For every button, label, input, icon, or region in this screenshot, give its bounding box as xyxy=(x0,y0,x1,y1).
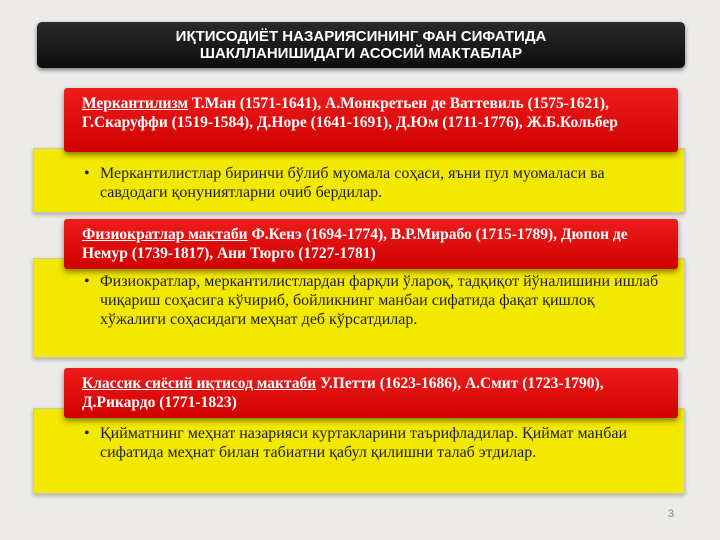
bullet-text: Меркантилистлар биринчи бўлиб муомала соҳаси, яъни пул муомаласи ва савдодаги қонуниятларни очиб бердилар. xyxy=(100,165,605,201)
bullet-text: Физиократлар, меркантилистлардан фарқли ўлароқ, тадқиқот йўналишини ишлаб чиқариш соҳасига кўчириб, бойликнинг манбаи сифатида фақат қишлоқ хўжалиги соҳасидаги меҳнат деб кўрсатдилар. xyxy=(100,273,659,328)
school-name: Физиократлар мактаби xyxy=(82,226,248,243)
school-representatives: Ф.Кенэ (1694-1774), В.Р.Мирабо (1715-1789), Дюпон де Немур (1739-1817), Ани Тюрго (1727-1781) xyxy=(82,226,628,262)
bullet-text: Қийматнинг меҳнат назарияси куртакларини таърифладилар. Қиймат манбаи сифатида меҳнат билан табиатни қабул қилишни талаб этдилар. xyxy=(100,425,627,461)
section-header-physiocrats xyxy=(64,219,678,269)
slide-title-line-1: ИҚТИСОДИЁТ НАЗАРИЯСИНИНГ ФАН СИФАТИДА xyxy=(175,28,547,45)
slide-title-line-2: ШАКЛЛАНИШИДАГИ АСОСИЙ МАКТАБЛАР xyxy=(199,45,523,62)
section-bullet-physiocrats xyxy=(84,272,664,329)
bullet-dot: • xyxy=(84,425,90,442)
page-number: 3 xyxy=(667,508,674,520)
school-representatives: У.Петти (1623-1686), А.Смит (1723-1790), Д.Рикардо (1771-1823) xyxy=(82,375,604,411)
section-bullet-mercantilism xyxy=(84,164,664,202)
school-name: Меркантилизм xyxy=(82,95,189,112)
bullet-dot: • xyxy=(84,165,90,182)
slide-title xyxy=(37,22,685,68)
section-header-classical xyxy=(64,368,678,418)
section-header-mercantilism xyxy=(64,88,678,152)
bullet-dot: • xyxy=(84,273,90,290)
school-name: Классик сиёсий иқтисод мактаби xyxy=(82,375,317,392)
school-representatives: Т.Ман (1571-1641), А.Монкретьен де Ваттевиль (1575-1621), Г.Скаруффи (1519-1584), Д.Норе (1641-1691), Д.Юм (1711-1776), Ж.Б.Кольбер xyxy=(82,95,618,131)
section-bullet-classical xyxy=(84,424,664,462)
